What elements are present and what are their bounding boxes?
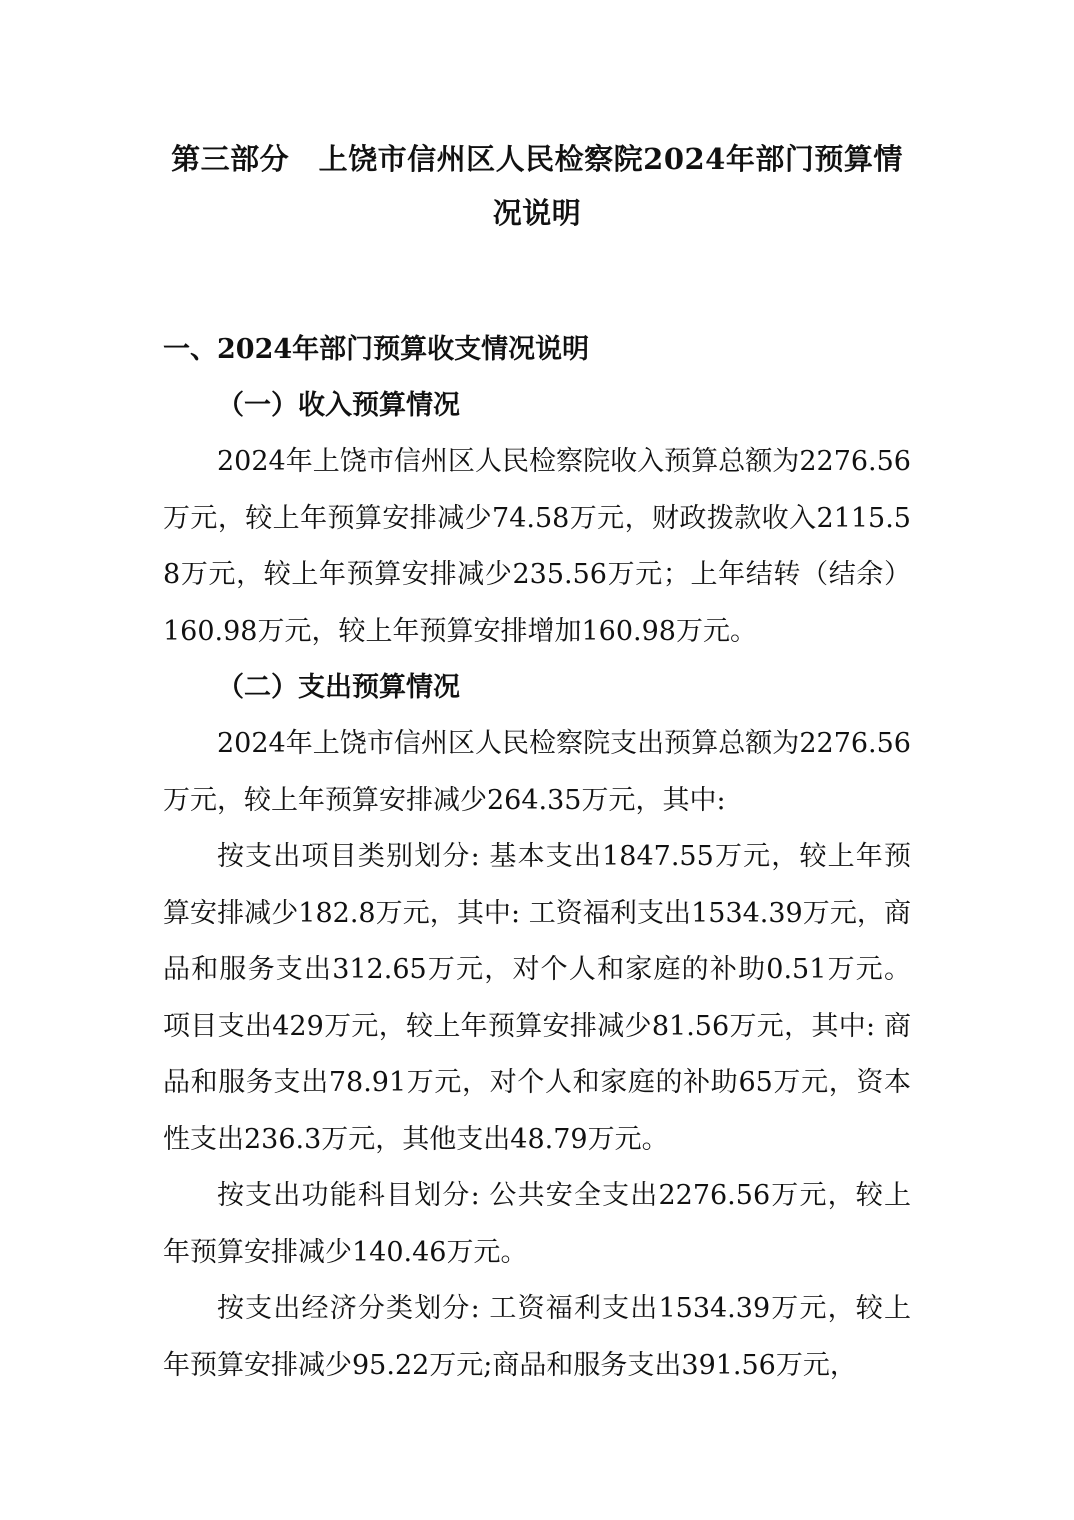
document-body — [163, 132, 911, 1394]
subheading-income-budget: （一）收入预算情况 — [217, 390, 460, 421]
paragraph-expense-by-function: 按支出功能科目划分: 公共安全支出2276.56万元，较上年预算安排减少140.46万元。 — [163, 1180, 911, 1268]
document-title: 第三部分 上饶市信州区人民检察院2024年部门预算情况说明 — [171, 142, 903, 230]
paragraph-expense-total: 2024年上饶市信州区人民检察院支出预算总额为2276.56万元，较上年预算安排减少264.35万元，其中: — [163, 728, 911, 816]
paragraph-expense-by-category: 按支出项目类别划分: 基本支出1847.55万元，较上年预算安排减少182.8万元，其中: 工资福利支出1534.39万元，商品和服务支出312.65万元，对个人和家庭的补助0.51万元。项目支出429万元，较上年预算安排减少81.56万元，其中: 商品和服务支出78.91万元，对个人和家庭的补助65万元，资本性支出236.3万元，其他支出48.79万元。 — [163, 841, 911, 1155]
paragraph-expense-by-economic-class: 按支出经济分类划分: 工资福利支出1534.39万元，较上年预算安排减少95.22万元;商品和服务支出391.56万元， — [163, 1293, 911, 1381]
section-heading-budget-overview: 一、2024年部门预算收支情况说明 — [163, 334, 590, 365]
subheading-expense-budget: （二）支出预算情况 — [217, 672, 460, 703]
paragraph-income-budget: 2024年上饶市信州区人民检察院收入预算总额为2276.56万元，较上年预算安排减少74.58万元，财政拨款收入2115.58万元，较上年预算安排减少235.56万元；上年结转（结余）160.98万元，较上年预算安排增加160.98万元。 — [163, 446, 911, 647]
